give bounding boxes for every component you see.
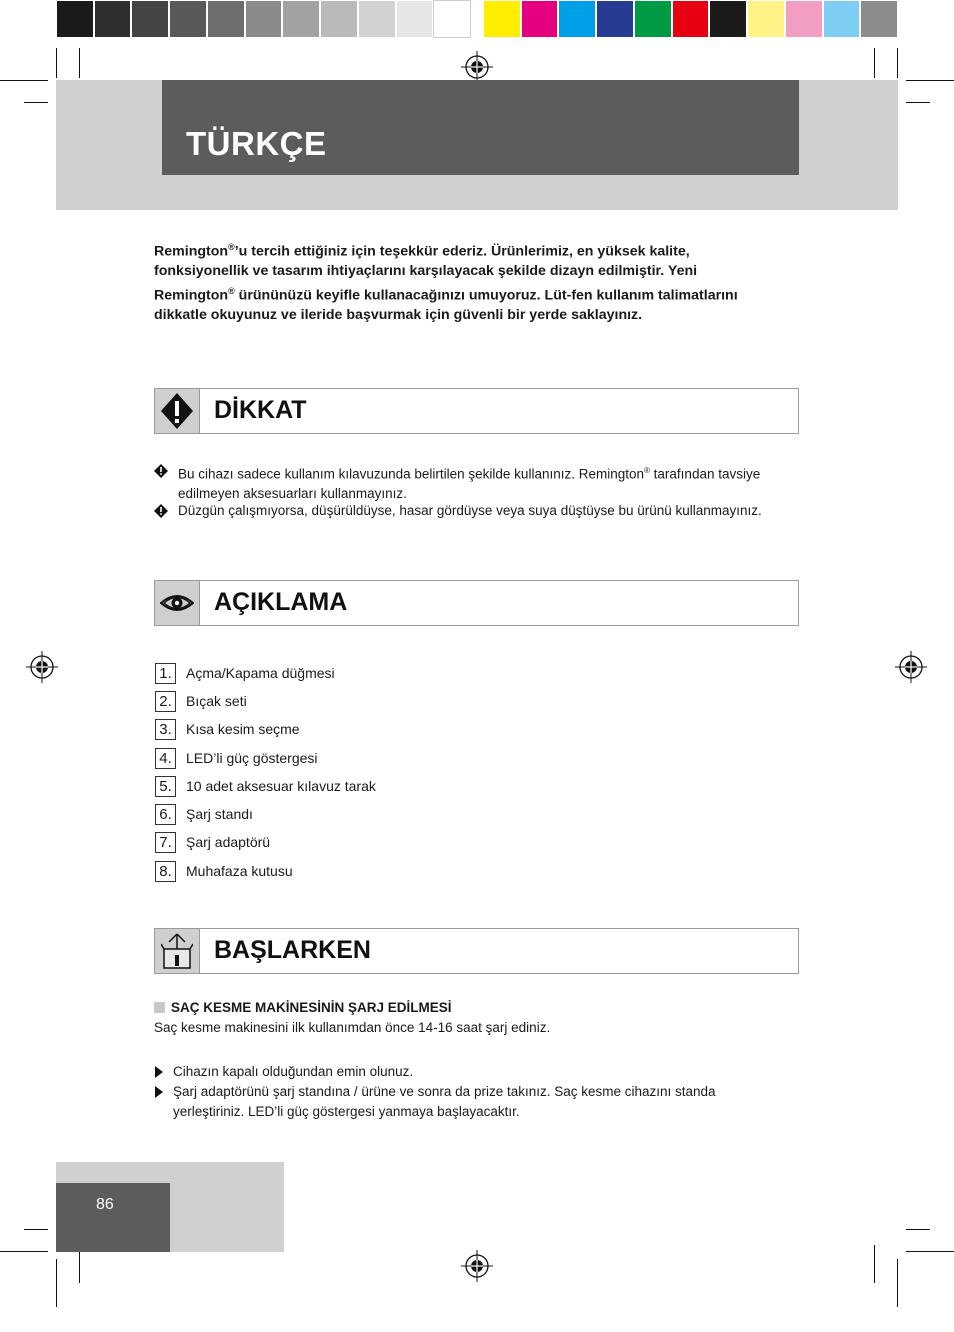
- crop-mark: [874, 1245, 875, 1283]
- crop-mark: [906, 102, 930, 103]
- intro-text-1: ’u tercih ettiğiniz için teşekkür ederiz. Ürünlerimiz, en yüksek kalite, fonksiyonellik ve tasarım ihtiyaçlarını karşılayacak şekilde dizayn edilmiştir. Yeni Remington: [154, 243, 698, 304]
- color-swatch: [823, 0, 861, 38]
- brand-name: Remington: [154, 243, 229, 260]
- gray-swatch: [320, 0, 358, 38]
- item-label: Şarj adaptörü: [186, 834, 271, 850]
- crop-mark: [874, 48, 875, 78]
- item-label: Muhafaza kutusu: [186, 863, 293, 879]
- registered-mark: ®: [644, 466, 650, 475]
- list-item: [155, 775, 376, 797]
- warning-item: [154, 501, 774, 521]
- item-number: 4.: [155, 748, 176, 769]
- item-label: 10 adet aksesuar kılavuz tarak: [186, 778, 376, 794]
- color-swatch: [709, 0, 747, 38]
- crop-mark: [79, 48, 80, 78]
- subsection-intro: Saç kesme makinesini ilk kullanımdan önce 14-16 saat şarj ediniz.: [154, 1020, 551, 1035]
- item-label: Şarj standı: [186, 806, 253, 822]
- box-icon: [161, 932, 193, 970]
- crop-mark: [24, 102, 48, 103]
- intro-text-2: ürününüzü keyifle kullanacağınızı umuyoruz. Lüt-fen kullanım talimatlarını dikkatle okuyunuz ve ileride başvurmak için güvenli bir yerde saklayınız.: [154, 287, 738, 323]
- step-item: [154, 1082, 774, 1122]
- gray-swatch: [56, 0, 94, 38]
- color-swatch: [634, 0, 672, 38]
- item-label: LED’li güç göstergesi: [186, 750, 318, 766]
- list-item: [155, 803, 253, 825]
- registration-mark-icon: [460, 1249, 494, 1283]
- item-number: 1.: [155, 663, 176, 684]
- crop-mark: [906, 1229, 930, 1230]
- warning-item: [154, 461, 774, 504]
- warning-bullet-icon: [154, 504, 168, 518]
- warning-text-cont: tarafından tavsiye edilmeyen aksesuarları kullanmayınız.: [178, 466, 761, 501]
- step-text: Şarj adaptörünü şarj standına / ürüne ve sonra da prize takınız. Saç kesme cihazını standa yerleştiriniz. LED’li güç göstergesi yanmaya başlayacaktır.: [173, 1084, 716, 1119]
- color-swatch: [785, 0, 823, 38]
- page-number-box: [56, 1183, 170, 1252]
- list-item: [155, 718, 300, 740]
- color-calibration-bar: [56, 0, 898, 38]
- color-swatch: [860, 0, 898, 38]
- item-label: Bıçak seti: [186, 693, 247, 709]
- item-number: 6.: [155, 804, 176, 825]
- item-label: Kısa kesim seçme: [186, 721, 300, 737]
- gray-swatch: [131, 0, 169, 38]
- item-label: Açma/Kapama düğmesi: [186, 665, 335, 681]
- subsection-heading-text: SAÇ KESME MAKİNESİNİN ŞARJ EDİLMESİ: [171, 1000, 452, 1015]
- registration-mark-icon: [25, 650, 59, 684]
- crop-mark: [0, 80, 48, 81]
- section-title: BAŞLARKEN: [214, 936, 371, 964]
- item-number: 5.: [155, 776, 176, 797]
- section-icon-box: [155, 581, 200, 625]
- section-icon-box: [155, 929, 200, 973]
- list-item: [155, 662, 335, 684]
- warning-text: Düzgün çalışmıyorsa, düşürüldüyse, hasar gördüyse veya suya düştüyse bu ürünü kullanmayınız.: [178, 503, 762, 518]
- item-number: 7.: [155, 832, 176, 853]
- subsection-heading: [154, 1000, 452, 1015]
- warning-icon: [160, 392, 194, 430]
- color-swatch: [747, 0, 785, 38]
- color-swatch: [672, 0, 710, 38]
- crop-mark: [897, 48, 898, 78]
- registration-mark-icon: [460, 50, 494, 84]
- warning-text: Bu cihazı sadece kullanım kılavuzunda belirtilen şekilde kullanınız. Remington: [178, 466, 645, 482]
- color-swatch: [521, 0, 559, 38]
- crop-mark: [56, 1259, 57, 1307]
- section-description: [154, 580, 799, 626]
- crop-mark: [0, 1251, 48, 1252]
- gray-swatch: [433, 0, 471, 38]
- color-swatch: [483, 0, 521, 38]
- item-number: 2.: [155, 691, 176, 712]
- arrow-bullet-icon: [155, 1066, 163, 1078]
- list-item: [155, 860, 293, 882]
- step-item: [154, 1062, 774, 1082]
- list-item: [155, 831, 270, 853]
- gray-swatch: [282, 0, 320, 38]
- crop-mark: [56, 48, 57, 78]
- color-swatch: [596, 0, 634, 38]
- step-text: Cihazın kapalı olduğundan emin olunuz.: [173, 1064, 414, 1079]
- color-swatch: [558, 0, 596, 38]
- gray-swatch: [245, 0, 283, 38]
- section-getting-started: [154, 928, 799, 974]
- registered-mark: ®: [228, 285, 235, 296]
- crop-mark: [906, 80, 954, 81]
- gray-swatch: [358, 0, 396, 38]
- page-number: 86: [96, 1196, 114, 1213]
- gray-swatch: [94, 0, 132, 38]
- page-title: TÜRKÇE: [186, 125, 327, 162]
- heading-square-icon: [154, 1002, 165, 1013]
- crop-mark: [906, 1251, 954, 1252]
- section-icon-box: [155, 389, 200, 433]
- item-number: 8.: [155, 861, 176, 882]
- crop-mark: [897, 1259, 898, 1307]
- section-caution: [154, 388, 799, 434]
- eye-icon: [160, 592, 194, 614]
- item-number: 3.: [155, 719, 176, 740]
- warning-bullet-icon: [154, 464, 168, 478]
- intro-paragraph: [154, 238, 766, 325]
- crop-mark: [24, 1229, 48, 1230]
- section-title: DİKKAT: [214, 396, 307, 424]
- list-item: [155, 690, 247, 712]
- registered-mark: ®: [228, 242, 235, 252]
- gray-swatch: [207, 0, 245, 38]
- list-item: [155, 747, 318, 769]
- arrow-bullet-icon: [155, 1086, 163, 1098]
- gray-swatch: [396, 0, 434, 38]
- gray-swatch: [169, 0, 207, 38]
- section-title: AÇIKLAMA: [214, 588, 348, 616]
- registration-mark-icon: [894, 650, 928, 684]
